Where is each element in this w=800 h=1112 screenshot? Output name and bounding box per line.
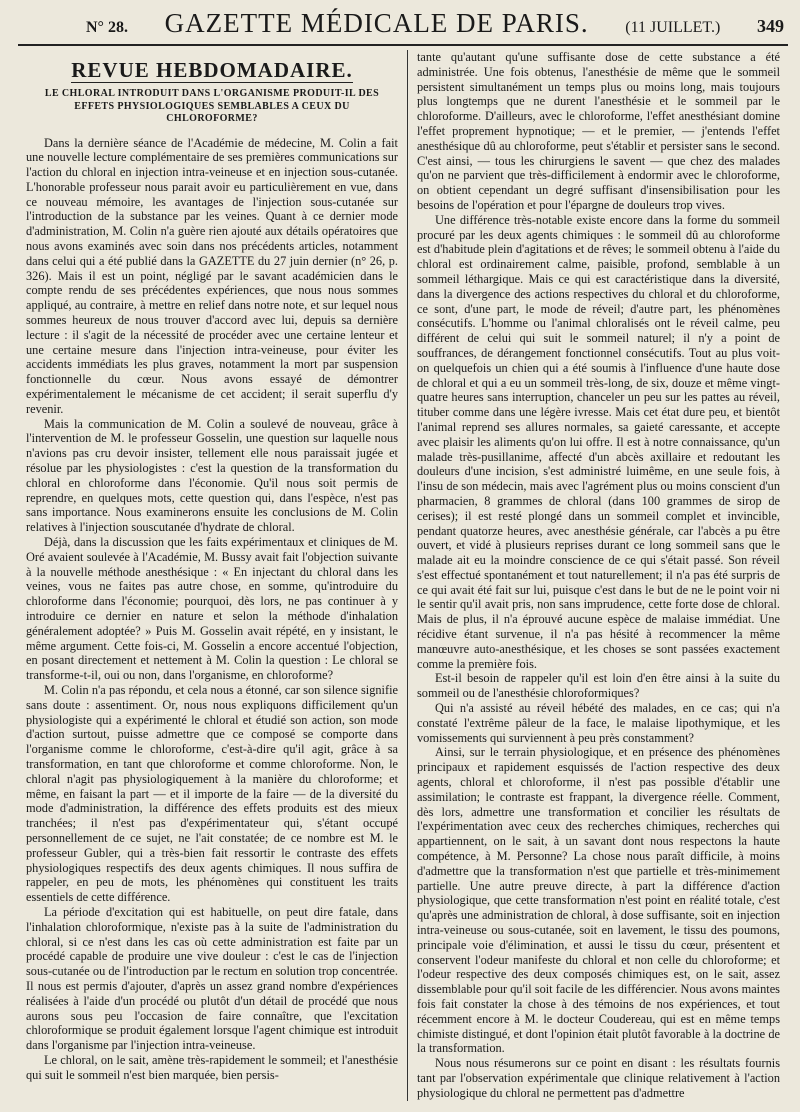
paragraph: M. Colin n'a pas répondu, et cela nous a étonné, car son silence signifie sans doute : assentiment. Or, nous nous expliquons difficilement qu'un physiologiste qui a expérimenté le chloral et étudié son action, son mode d'action surtout, puisse admettre que ce composé se comporte dans l'organisme comme le chloroforme, c'est-à-dire qu'il agit, grâce à sa transformation, en tant que chloroforme et comme chloroforme. Non, le chloral n'agit pas physiologiquement à la manière du chloroforme; et même, en faisant la part — et il importe de la faire — de la diversité du mode d'administration, la différence des effets produits est des mieux tranchées; il n'est pas d'expérimentateur qui, s'étant occupé personnellement de ce sujet, ne l'ait constatée; de ce nombre est M. le professeur Gubler, qui a très-bien fait ressortir le contraste des effets physiologiques respectifs des deux agents chimiques. Il nous suffira de rappeler, en peu de mots, les phénomènes qui constituent les traits essentiels de cette différence. xyxy=(26,682,398,905)
paragraph: Ainsi, sur le terrain physiologique, et en présence des phénomènes principaux et rapidement esquissés de l'action respective des deux agents, chloral et chloroforme, il n'est pas possible d'établir une assimilation; le contraste est frappant, la divergence réelle. Comment, dès lors, admettre une transformation et concilier les résultats de l'expérimentation avec ceux des recherches chimiques, recherches qui appartiennent, on le sait, à un savant dont nous respectons la haute compétence, à M. Personne? La chose nous paraît difficile, à moins d'admettre que la transformation n'est que partielle et très-minimement partielle. Une autre preuve directe, à part la différence d'action physiologique, que cette transformation n'est point en réalité totale, c'est qu'après une administration de chloral, à dose suffisante, soit en injection intra-veineuse ou sous-cutanée, soit en lavement, le tissu des poumons, principale voie d'élimination, et aussi le tissu du cœur, présentent et conservent l'odeur manifeste du chloral et non celle du chloroforme; et l'odeur respective des deux composés chimiques est, on le sait, assez dissemblable pour qu'il soit facile de les différencier. Nous avons maintes fois fait constater la chose à des témoins de nos expériences, et tout récemment encore à M. le docteur Coudereau, qui est en même temps chimiste distingué, et dont l'opinion était plutôt favorable à la doctrine de la transformation. xyxy=(417,745,780,1056)
left-column xyxy=(18,50,408,1101)
paragraph: Dans la dernière séance de l'Académie de médecine, M. Colin a fait une nouvelle lecture complémentaire de ses premières communications sur l'action du chloral en injection intra-veineuse et en injection sous-cutanée. L'honorable professeur nous parait avoir eu particulièrement en vue, dans ce nouveau mémoire, les avantages de l'injection sous-cutanée sur l'introduction de la substance par les veines. Quant à ce dernier mode d'administration, M. Colin n'a guère rien ajouté aux détails opératoires que nous avons examinés avec soin dans nos précédents articles, notamment dans celui qui a été publié dans la GAZETTE du 27 juin dernier (n° 26, p. 326). Mais il est un point, négligé par le savant académicien dans le compte rendu de ses précédentes expériences, que nous nous sommes appliqué, au contraire, à mettre en relief dans notre note, et sur lequel nous sommes heureux de nous trouver d'accord avec lui, depuis sa dernière lecture : il s'agit de la nécessité de procéder avec une certaine lenteur et une certaine mesure dans l'injection intra-veineuse, pour éviter les accidents immédiats les plus graves, notamment la mort par suspension fonctionnelle du cœur. Nous avons essayé de démontrer expérimentalement le mécanisme de cet accident; il serait superflu d'y revenir. xyxy=(26,135,398,416)
right-column xyxy=(408,50,788,1101)
paragraph: tante qu'autant qu'une suffisante dose de cette substance a été administrée. Une fois obtenus, l'anesthésie de même que le sommeil persistent simultanément un temps plus ou moins long, mais toujours plus longtemps que ne durent l'anesthésie et le sommeil par le chloroforme. D'ailleurs, avec le chloroforme, l'effet anesthésiant domine l'effet proprement hypnotique; — et le premier, — j'entends l'effet anesthésique dû au chloroforme, peut s'établir et persister sans le second. C'est ainsi, — tous les chirurgiens le savent — que chez des malades qu'on ne parvient que très-difficilement à endormir avec le chloroforme, on obtient cependant un degré suffisant d'insensibilisation pour les besoins de l'opération et pour l'épargne de douleurs trop vives. xyxy=(417,50,780,212)
paragraph: Le chloral, on le sait, amène très-rapidement le sommeil; et l'anesthésie qui suit le sommeil n'est bien marquée, bien persis- xyxy=(26,1052,398,1082)
issue-date: (11 JUILLET.) xyxy=(625,19,721,36)
paragraph: Qui n'a assisté au réveil hébété des malades, en ce cas; qui n'a constaté l'extrême pâleur de la face, le malaise lipothymique, et les vomissements qui surviennent à peu près constamment? xyxy=(417,701,780,745)
paragraph: Est-il besoin de rappeler qu'il est loin d'en être ainsi à la suite du sommeil ou de l'anesthésie chloroformiques? xyxy=(417,671,780,701)
page-number: 349 xyxy=(757,16,784,36)
article-title: LE CHLORAL INTRODUIT DANS L'ORGANISME PRODUIT-IL DES EFFETS PHYSIOLOGIQUES SEMBLABLES A CEUX DU CHLOROFORME? xyxy=(44,88,380,124)
paragraph: La période d'excitation qui est habituelle, on peut dire fatale, dans l'inhalation chloroformique, n'existe pas à la suite de l'administration du chloral, si ce n'est dans les cas où cette administration est faite par un procédé capable de produire une vive douleur : c'est le cas de l'injection sous-cutanée ou de l'introduction par le rectum en solution trop concentrée. Il nous est permis d'ajouter, d'après un assez grand nombre d'expériences réalisées à l'aide d'un procédé ou plutôt d'un détail de procédé que nous aurons sous peu l'occasion de faire connaître, que l'excitation chloroformique se produit également lorsque l'agent chimique est introduit dans l'organisme par l'injection intra-veineuse. xyxy=(26,904,398,1053)
paragraph: Une différence très-notable existe encore dans la forme du sommeil procuré par les deux agents chimiques : le sommeil dû au chloroforme est d'habitude plein d'agitations et de rêves; le sommeil obtenu à l'aide du chloral est ordinairement calme, paisible, profond, semblable à un sommeil léthargique. Mais ce qui est caractéristique dans la diversité, dans la divergence des actions respectives du chloral et du chloroforme, ce sont, d'une part, le mode de réveil; d'autre part, les phénomènes consécutifs. L'homme ou l'animal chloralisés ont le réveil calme, peu différent de celui qui suit le sommeil naturel; il n'y a point de souffrances, de dérangement fonctionnel consécutifs. Tout au plus voit-on quelquefois un chien qui a été soumis à l'influence d'une haute dose de chloral et qui a eu un sommeil très-long, de six, douze et même vingt-quatre heures sans interruption, chanceler un peu sur les pattes au réveil, tituber comme dans une légère ivresse. Mais cet état dure peu, et bientôt l'animal reprend ses allures normales, sa gaieté caressante, et accepte avec plaisir les aliments qu'on lui offre. Il est à notre connaissance, qu'un malade très-pusillanime, affecté d'un abcès axillaire et redoutant les douleurs d'une incision, s'est administré luimême, en une seule fois, à l'insu de son médecin, mais avec l'agrément plus ou moins conscient d'un pharmacien, 8 grammes de chloral (dans 100 grammes de sirop de cerises); il est resté plongé dans un sommeil complet et invincible, pendant quatorze heures, avec anesthésie générale, car l'abcès a pu être ouvert, et vidé à plusieurs reprises durant ce long sommeil sans que le malade ait eu la moindre conscience de ce qui s'était passé. Son réveil s'est effectué spontanément et tout naturellement; il n'a pas été surpris de ce qui avait été fait sur lui, puisque c'est dans le but de ne le point voir ni le sentir qu'il avait pris, non sans imprudence, cette forte dose de chloral. Mais de plus, il n'a éprouvé aucune espèce de malaise immédiat. Une récidive étant survenue, il n'a pas hésité à recommencer la même manœuvre auto-anesthésique, et les choses se sont passées exactement comme la première fois. xyxy=(417,212,780,671)
text-columns xyxy=(18,50,788,1101)
running-head xyxy=(18,8,788,46)
issue-number: N° 28. xyxy=(86,19,128,36)
section-title: REVUE HEBDOMADAIRE. xyxy=(71,58,353,82)
journal-title: GAZETTE MÉDICALE DE PARIS. xyxy=(164,8,589,38)
paragraph: Déjà, dans la discussion que les faits expérimentaux et cliniques de M. Oré avaient soulevée à l'Académie, M. Bussy avait fait l'objection suivante à la nouvelle méthode anesthésique : « En injectant du chloral dans les veines, vous ne faites pas autre chose, en somme, qu'introduire du chloroforme dans l'économie; pourquoi, dès lors, ne pas continuer à y introduire ce dernier en nature et selon la méthode d'inhalation généralement adoptée? » Puis M. Gosselin avait répété, en y insistant, le même argument. Cette fois-ci, M. Gosselin a encore accentué l'objection, en posant directement et nettement à M. Colin la question : Le chloral se transforme-t-il, oui ou non, dans l'organisme, en chloroforme? xyxy=(26,535,398,683)
paragraph: Nous nous résumerons sur ce point en disant : les résultats fournis tant par l'observation expérimentale que clinique relativement à l'action physiologique du chloral ne permettent pas d'admettre xyxy=(417,1056,780,1100)
paragraph: Mais la communication de M. Colin a soulevé de nouveau, grâce à l'intervention de M. le professeur Gosselin, une question sur laquelle nous n'avions pas cru devoir insister, tellement elle nous paraissait jugée et résolue par les physiologistes : c'est la question de la transformation du chloral en chloroforme dans l'économie. Qu'il nous soit permis de reprendre, en quelques mots, cette question qui, dans l'espèce, n'est pas sans importance. Nous examinerons ensuite les conclusions de M. Colin relatives à l'injection souscutanée d'hydrate de chloral. xyxy=(26,416,398,535)
